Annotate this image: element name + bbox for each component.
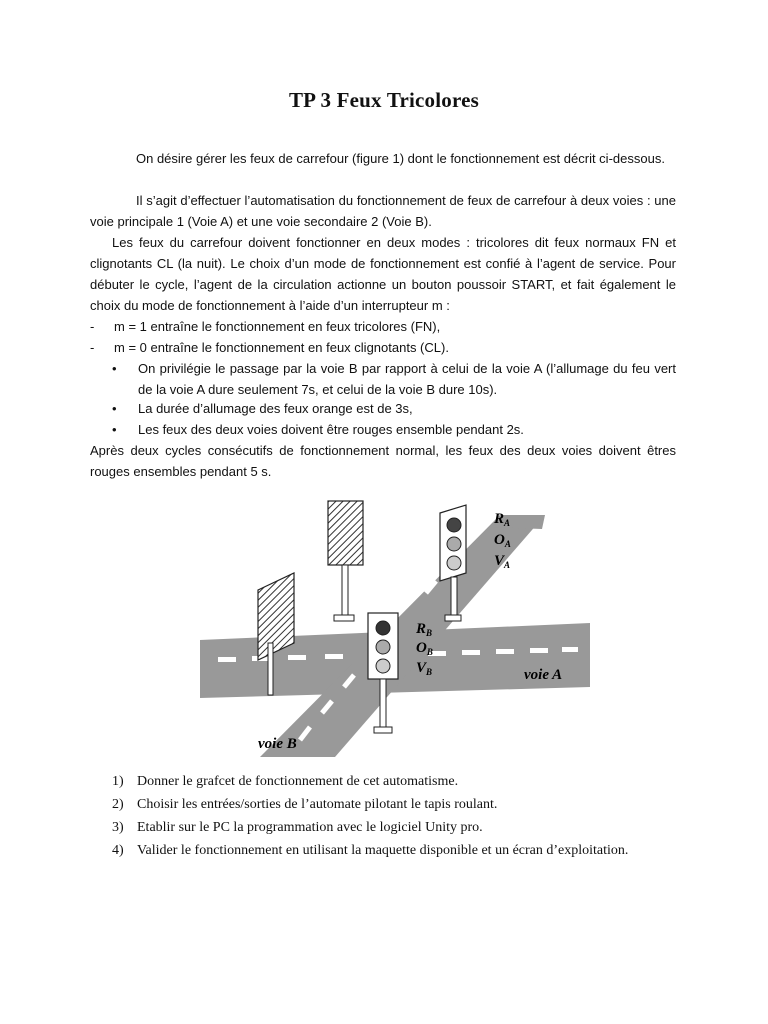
bullet-text: La durée d’allumage des feux orange est de 3s, [138, 401, 413, 416]
hatched-sign-top [328, 501, 363, 621]
question-item [112, 793, 676, 816]
mode-fn-text: m = 1 entraîne le fonctionnement en feux tricolores (FN), [114, 319, 441, 334]
modes-paragraph: Les feux du carrefour doivent fonctionner en deux modes : tricolores dit feux normaux FN et clignotants CL (la nuit). Le choix d’un mode de fonctionnement est confié à l’agent de service. Pour débuter le cycle, l’agent de la circulation actionne un bouton poussoir START, et fait également le choix du mode de fonctionnement à l’aide d’un interrupteur m : [90, 235, 676, 313]
traffic-light-b [368, 613, 398, 733]
question-number: 2) [112, 797, 124, 812]
question-item [112, 770, 676, 793]
question-text: Choisir les entrées/sorties de l’automate pilotant le tapis roulant. [137, 797, 498, 812]
question-number: 1) [112, 774, 124, 789]
question-item [112, 839, 676, 862]
intro-paragraph: On désire gérer les feux de carrefour (figure 1) dont le fonctionnement est décrit ci-dessous. [136, 151, 665, 166]
intersection-figure [200, 495, 590, 757]
label-va: $V_A$ [494, 553, 511, 570]
page-title: TP 3 Feux Tricolores [288, 88, 480, 112]
bullet-text: Les feux des deux voies doivent être rouges ensemble pendant 2s. [138, 422, 524, 437]
label-voie-a: voie A [524, 667, 563, 683]
label-vb: $V_B$ [416, 660, 433, 677]
mode-cl-text: m = 0 entraîne le fonctionnement en feux clignotants (CL). [114, 340, 449, 355]
question-item [112, 816, 676, 839]
label-oa: $O_A$ [494, 532, 511, 549]
bullet-item [112, 398, 676, 419]
question-text: Donner le grafcet de fonctionnement de cet automatisme. [137, 774, 459, 789]
question-number: 3) [112, 820, 124, 835]
bullet-item [112, 358, 676, 400]
dash-marker: - [90, 340, 95, 355]
label-voie-b: voie B [258, 736, 297, 752]
dash-marker: - [90, 319, 95, 334]
label-ra: $R_A$ [494, 511, 511, 528]
label-ob: $O_B$ [416, 640, 433, 657]
bullet-marker: • [112, 422, 117, 437]
question-number: 4) [112, 843, 124, 858]
objective-paragraph: Il s’agit d’effectuer l’automatisation du fonctionnement de feux de carrefour à deux voies : une voie principale 1 (Voie A) et une voie secondaire 2 (Voie B). [90, 193, 676, 229]
cycle-paragraph: Après deux cycles consécutifs de fonctionnement normal, les feux des deux voies doivent êtres rouges ensembles pendant 5 s. [90, 443, 676, 479]
bullet-marker: • [112, 361, 117, 376]
label-rb: $R_B$ [416, 621, 433, 638]
question-text: Valider le fonctionnement en utilisant la maquette disponible et un écran d’exploitation. [137, 843, 629, 858]
bullet-text: On privilégie le passage par la voie B par rapport à celui de la voie A (l’allumage du feu vert de la voie A dure seulement 7s, et celui de la voie B dure 10s). [138, 361, 676, 397]
question-text: Etablir sur le PC la programmation avec le logiciel Unity pro. [137, 820, 483, 835]
bullet-item [112, 419, 676, 440]
bullet-marker: • [112, 401, 117, 416]
